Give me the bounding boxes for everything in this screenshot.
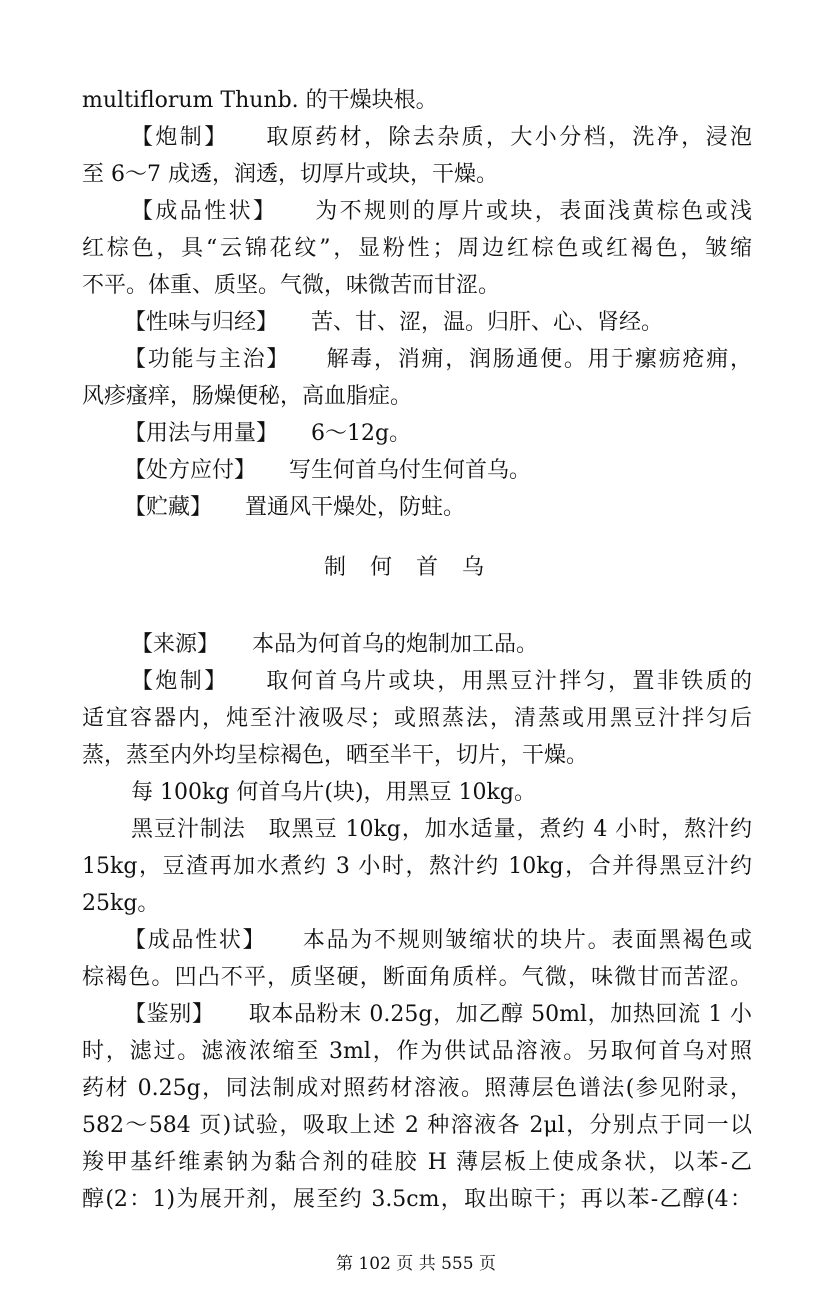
- text-line: 【贮藏】 置通风干燥处，防蛀。: [124, 495, 466, 520]
- page-footer: 第 102 页 共 555 页: [336, 1254, 496, 1274]
- text-line: 羧甲基纤维素钠为黏合剂的硅胶 H 薄层板上使成条状，以苯-乙: [82, 1150, 752, 1175]
- text-line: 时，滤过。滤液浓缩至 3ml，作为供试品溶液。另取何首乌对照: [82, 1039, 752, 1064]
- text-line: 药材 0.25g，同法制成对照药材溶液。照薄层色谱法(参见附录，: [82, 1076, 752, 1101]
- text-line: 【炮制】 取原药材，除去杂质，大小分档，洗净，浸泡: [131, 125, 752, 150]
- text-line: 15kg，豆渣再加水煮约 3 小时，熬汁约 10kg，合并得黑豆汁约: [82, 854, 752, 879]
- text-line: 每 100kg 何首乌片(块)，用黑豆 10kg。: [131, 780, 536, 805]
- text-line: 【成品性状】 为不规则的厚片或块，表面浅黄棕色或浅: [131, 199, 752, 224]
- text-line: 【成品性状】 本品为不规则皱缩状的块片。表面黑褐色或: [124, 928, 752, 953]
- text-line: 红棕色，具“云锦花纹”，显粉性；周边红棕色或红褐色，皱缩: [82, 236, 752, 261]
- text-line: 【用法与用量】 6～12g。: [124, 421, 412, 446]
- text-line: 25kg。: [82, 891, 160, 916]
- text-line: 【性味与归经】 苦、甘、涩，温。归肝、心、肾经。: [124, 310, 664, 335]
- text-line: 蒸，蒸至内外均呈棕褐色，晒至半干，切片，干燥。: [82, 743, 589, 768]
- text-line: multiflorum Thunb. 的干燥块根。: [82, 88, 438, 113]
- text-line: 【鉴别】 取本品粉末 0.25g，加乙醇 50ml，加热回流 1 小: [124, 1002, 752, 1027]
- text-line: 至 6～7 成透，润透，切厚片或块，干燥。: [82, 162, 498, 187]
- text-line: 【来源】 本品为何首乌的炮制加工品。: [131, 632, 539, 657]
- text-line: 【炮制】 取何首乌片或块，用黑豆汁拌匀，置非铁质的: [131, 669, 752, 694]
- text-line: 黑豆汁制法 取黑豆 10kg，加水适量，煮约 4 小时，熬汁约: [131, 817, 752, 842]
- text-line: 风疹瘙痒，肠燥便秘，高血脂症。: [82, 384, 413, 409]
- text-line: 582～584 页)试验，吸取上述 2 种溶液各 2μl，分别点于同一以: [82, 1113, 752, 1138]
- text-line: 适宜容器内，炖至汁液吸尽；或照蒸法，清蒸或用黑豆汁拌匀后: [82, 706, 752, 731]
- text-line: 【功能与主治】 解毒，消痈，润肠通便。用于瘰疬疮痈，: [124, 347, 752, 372]
- text-line: 棕褐色。凹凸不平，质坚硬，断面角质样。气微，味微甘而苦涩。: [82, 965, 752, 990]
- text-line: 不平。体重、质坚。气微，味微苦而甘涩。: [82, 273, 501, 298]
- text-line: 【处方应付】 写生何首乌付生何首乌。: [124, 458, 532, 483]
- section-title: 制何首乌: [323, 555, 508, 580]
- text-line: 醇(2：1)为展开剂，展至约 3.5cm，取出晾干；再以苯-乙醇(4：: [82, 1187, 752, 1212]
